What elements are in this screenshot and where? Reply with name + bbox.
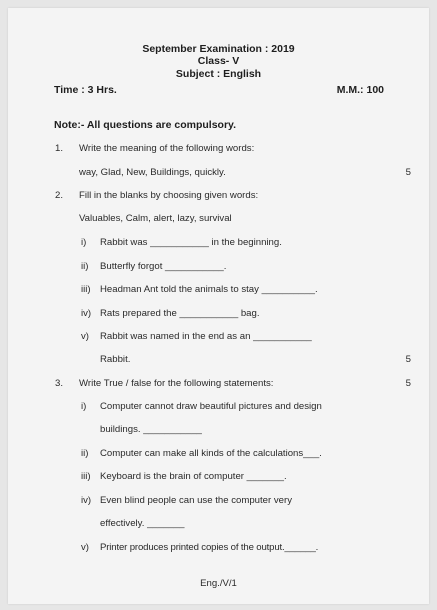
q1-text: Write the meaning of the following words: [79,143,255,154]
exam-paper-page [8,8,429,604]
q2-marks: 5 [405,354,411,365]
note-text: Note:- All questions are compulsory. [54,119,237,131]
q2-item-text: Headman Ant told the animals to stay __________. [100,284,318,295]
q2-item-number: iv) [81,308,92,319]
subject-label: Subject : English [175,68,262,80]
q2-item-number: iii) [81,284,91,295]
q3-item-number: ii) [81,448,89,459]
q1-number: 1. [55,143,64,154]
q3-number: 3. [55,378,64,389]
q2-item-number: ii) [81,261,89,272]
q1-marks: 5 [405,167,411,178]
q2-item-text: Rabbit was ___________ in the beginning. [100,237,282,248]
q2-words: Valuables, Calm, alert, lazy, survival [79,213,232,224]
q2-item-continuation: Rabbit. [100,354,131,365]
time-label: Time : 3 Hrs. [54,84,117,96]
max-marks-label: M.M.: 100 [336,84,384,96]
q2-item-text: Rats prepared the ___________ bag. [100,308,260,319]
q3-item-text: Computer cannot draw beautiful pictures and design [100,401,322,412]
page-footer-code: Eng./V/1 [200,578,237,589]
exam-title: September Examination : 2019 [142,43,295,55]
q3-item-number: i) [81,401,87,412]
q3-text: Write True / false for the following statements: [79,378,274,389]
q3-item-text: Computer can make all kinds of the calculations___. [100,448,322,459]
q2-item-text: Rabbit was named in the end as an ___________ [100,331,312,342]
q3-item-number: iv) [81,495,92,506]
q2-item-number: v) [81,331,89,342]
q2-text: Fill in the blanks by choosing given words: [79,190,259,201]
q3-marks: 5 [405,378,411,389]
class-label: Class- V [197,55,240,67]
q2-number: 2. [55,190,64,201]
q1-words: way, Glad, New, Buildings, quickly. [79,167,226,178]
q3-item-number: iii) [81,471,91,482]
q3-item-continuation: buildings. ___________ [100,424,202,435]
q3-item-continuation: effectively. _______ [100,518,185,529]
q3-item-text: Even blind people can use the computer very [100,495,292,506]
q3-item-number: v) [81,542,89,553]
q3-item-text: Printer produces printed copies of the output.______. [100,542,319,553]
q2-item-number: i) [81,237,87,248]
q3-item-text: Keyboard is the brain of computer _______. [100,471,287,482]
q2-item-text: Butterfly forgot ___________. [100,261,227,272]
